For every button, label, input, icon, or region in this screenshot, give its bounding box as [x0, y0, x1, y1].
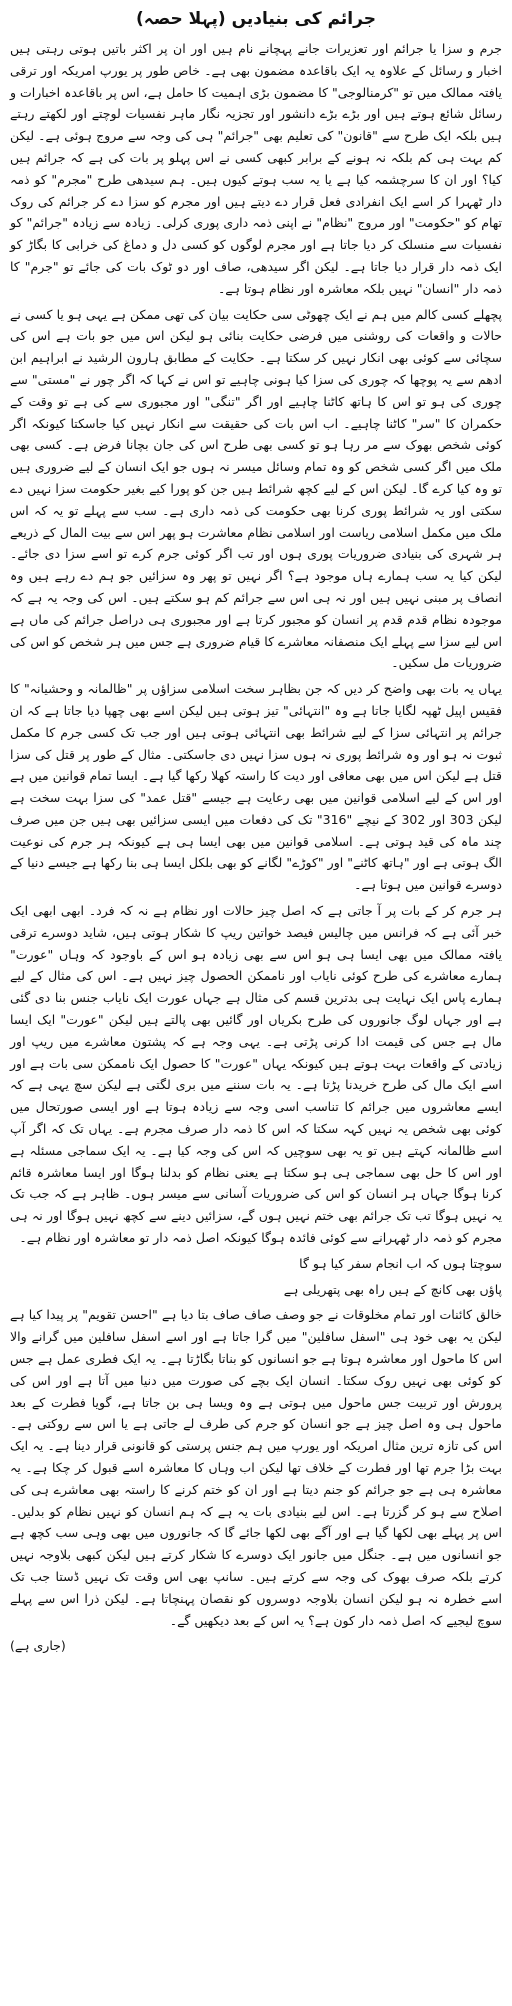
- paragraph: یہاں یہ بات بھی واضح کر دیں کہ جن بظاہر سخت اسلامی سزاؤں پر "ظالمانہ و وحشیانہ" کا فقیس اپیل ٹھپہ لگایا جاتا ہے وہ "انتہائی" تیز ہوتی ہیں لیکن اسے بھی چھپا دیا جاتا ہے کہ ان جرائم پر انتہائی سزا کے لیے شرائط بھی انتہائی ہوتی ہیں اور جب تک کسی جرم کا مکمل ثبوت نہ ہو اور وہ شرائط پوری نہ ہوں سزا نہیں دی جاسکتی۔ مثال کے طور پر قتل کی سزا قتل ہے لیکن اس میں بھی معافی اور دیت کا راستہ کھلا رکھا گیا ہے۔ ایسا تمام قوانین میں ہے اور اس کے لیے اسلامی قوانین میں بھی رعایت ہے جیسے "قتل عمد" کی سزا بہت سخت ہے لیکن 303 اور 302 کے نیچے "316" تک کی دفعات میں ایسی سزائیں بھی ہیں جن میں صرف چند ماہ کی قید ہوتی ہے۔ اسلامی قوانین میں بھی ایسا ہی ہے کیونکہ ہر جرم کی نوعیت الگ ہوتی ہے اور "ہاتھ کاٹنے" اور "کوڑے" لگانے کو بھی بلکل ایسا ہی بنا رکھا ہے جیسے دنیا کے دوسرے قوانین میں ہوتا ہے۔: [10, 681, 502, 893]
- verse-line: پاؤں بھی کانچ کے ہیں راہ بھی پتھریلی ہے: [283, 1281, 502, 1297]
- verse-line: سوچتا ہوں کہ اب انجام سفر کیا ہو گا: [299, 1255, 502, 1271]
- paragraph: ہر جرم کر کے بات پر آ جاتی ہے کہ اصل چیز حالات اور نظام ہے نہ کہ فرد۔ ابھی ابھی ایک خبر آئی ہے کہ فرانس میں چالیس فیصد خواتین ریپ کا شکار ہوتی ہیں، شاید دوسرے ترقی یافتہ ممالک میں بھی ایسا ہی ہو اس سے بھی زیادہ ہو اس کے باوجود کہ وہاں "عورت" ہمارے معاشرے کی طرح کوئی نایاب اور ناممکن الحصول چیز نہیں ہے۔ اس کی مثال کے لیے ہمارے پاس ایک نہایت ہی بدترین قسم کی مثال ہے جہاں عورت ایک نایاب جنس بنا دی گئی ہے اور جہاں لوگ جانوروں کی طرح بکریاں اور گائیں بھی پالتے ہیں لیکن "عورت" ایک ایسا مال ہے جس کی قیمت ادا کرنی پڑتی ہے۔ یہی وجہ ہے کہ پشتون معاشرے میں ریپ اور زیادتی کے واقعات بہت ہوتے ہیں کیونکہ یہاں "عورت" کا حصول ایک ناممکن سی بات ہے اور اسے ایک مال کی طرح خریدنا پڑتا ہے۔ یہ بات سننے میں بری لگتی ہے لیکن سچ یہی ہے کہ ایسے معاشروں میں جرائم کا تناسب اسی وجہ سے زیادہ ہوتا ہے اور ایسی صورتحال میں کوئی بھی شخص یہ نہیں کہہ سکتا کہ اس کا ذمہ دار صرف مجرم ہے۔ یہاں تک کہ اگر آپ اسے ظالمانہ کہتے ہیں تو یہ بھی سوچیں کہ اس کی وجہ کیا ہے۔ یہ ایک سماجی مسئلہ ہے اور اس کا حل بھی سماجی ہی ہو سکتا ہے یعنی نظام کو بدلنا ہوگا اور ایسا معاشرہ قائم کرنا ہوگا جہاں ہر انسان کو اس کی ضروریات آسانی سے میسر ہوں۔ ظاہر ہے کہ جب تک یہ نہیں ہوگا تب تک جرائم بھی ختم نہیں ہوں گے، سزائیں دینے سے کچھ نہیں ہوگا اور نہ ہی مجرم کو ذمہ دار ٹھہرانے سے کوئی فائدہ ہوگا کیونکہ اصل ذمہ دار تو معاشرہ اور نظام ہے۔: [10, 903, 502, 1246]
- article-title: جرائم کی بنیادیں (پہلا حصہ): [136, 9, 376, 29]
- article-body: [10, 38, 502, 1631]
- paragraph: پچھلے کسی کالم میں ہم نے ایک چھوٹی سی حکایت بیان کی تھی ممکن ہے یہی ہو یا کسی نے حالات و واقعات کی روشنی میں فرضی حکایت بنائی ہو لیکن اس میں جو بات ہے اس کی سچائی سے کوئی بھی انکار نہیں کر سکتا ہے۔ حکایت کے مطابق ہارون الرشید نے ابراہیم ابن ادھم سے یہ پوچھا کہ چوری کی سزا کیا ہونی چاہیے تو اس نے کہا کہ اگر چور نے "مستی" سے چوری کی ہو تو اس کا ہاتھ کاٹنا چاہیے اور اگر "تنگی" اور مجبوری سے کی ہے تو وقت کے حکمران کا "سر" کاٹنا چاہیے۔ اب اس بات کی حقیقت سے انکار نہیں کیا جاسکتا کیونکہ اگر کوئی شخص بھوک سے مر رہا ہو تو کسی بھی طرح اس کی جان بچانا فرض ہے۔ کسی بھی ملک میں اگر کسی شخص کو وہ تمام وسائل میسر نہ ہوں جو ایک انسان کے لیے ضروری ہیں تو وہ کیا کرے گا۔ لیکن اس کے لیے کچھ شرائط ہیں جن کو پورا کیے بغیر حکومت سزا نہیں دے سکتی اور یہ شرائط پوری کرنا بھی حکومت کی ذمہ داری ہے۔ سب سے پہلے تو یہ کہ اس ملک میں مکمل اسلامی ریاست اور اسلامی نظام معاشرت ہو پھر اس سے بیت المال کے ذریعے ہر شہری کی بنیادی ضروریات پوری ہوں اور تب اگر کوئی جرم کرے تو اسے سزا دی جائے۔ لیکن کیا یہ سب ہمارے ہاں موجود ہے؟ اگر نہیں تو پھر وہ سزائیں جو ہم دے رہے ہیں وہ انصاف پر مبنی نہیں ہیں اور نہ ہی اس سے جرائم کم ہو سکتے ہیں۔ اس کی وجہ یہ ہے کہ موجودہ نظام قدم قدم پر انسان کو مجبور کرتا ہے اور مجبوری ہی دراصل جرائم کی ماں ہے اس لیے سزا سے پہلے ایک منصفانہ معاشرے کا قیام ضروری ہے جس میں ہر شخص کو اس کی ضروریات مل سکیں۔: [10, 306, 502, 671]
- paragraph: خالق کائنات اور تمام مخلوقات نے جو وصف صاف صاف بتا دیا ہے "احسن تقویم" پر پیدا کیا ہے لیکن یہ بھی خود ہی "اسفل سافلین" میں گرا جاتا ہے اور اسے اسفل سافلین میں گرانے والا اس کا ماحول اور معاشرہ ہوتا ہے جو انسانوں کو بناتا بگاڑتا ہے۔ یہ ایک فطری عمل ہے جس کو کوئی بھی نہیں روک سکتا۔ انسان ایک بچے کی صورت میں دنیا میں آتا ہے اور اس کی پرورش اور تربیت جس ماحول میں ہوتی ہے وہ ویسا ہی بن جاتا ہے، گویا فطرت کے بعد ماحول ہی وہ اصل چیز ہے جو انسان کو جرم کی طرف لے جاتی ہے یا اس سے روکتی ہے۔ اس کی تازہ ترین مثال امریکہ اور یورپ میں ہم جنس پرستی کو قانونی قرار دینا ہے۔ یہ ایک بہت بڑا جرم تھا اور فطرت کے خلاف تھا لیکن اب وہاں کا معاشرہ اسے قبول کر چکا ہے۔ یہ معاشرہ ہی ہے جو جرائم کو جنم دیتا ہے اور ان کو ختم کرنے کا راستہ بھی معاشرے ہی کی اصلاح سے ہو کر گزرتا ہے۔ اس لیے بنیادی بات یہ ہے کہ ہم انسان کو نہیں نظام کو بدلیں۔ اس پر پہلے بھی لکھا گیا ہے اور آگے بھی لکھا جائے گا کہ جانوروں میں بھی وہی سب کچھ ہے جو انسانوں میں ہے۔ جنگل میں جانور ایک دوسرے کا شکار کرتے ہیں لیکن کبھی بلاوجہ نہیں کرتے بلکہ صرف بھوک کی وجہ سے کرتے ہیں۔ سانپ بھی اس وقت تک نہیں ڈستا جب تک اسے خطرہ نہ ہو لیکن انسان بلاوجہ دوسروں کو نقصان پہنچاتا ہے۔ لیکن ذرا اس سے پہلے سوچ لیجیے کہ اصل ذمہ دار کون ہے؟ یہ اس کے بعد دیکھیں گے۔: [10, 1307, 502, 1628]
- paragraph: جرم و سزا یا جرائم اور تعزیرات جانے پہچانے نام ہیں اور ان پر اکثر باتیں ہوتی رہتی ہیں اخبار و رسائل کے علاوہ یہ ایک باقاعدہ مضمون بھی ہے۔ خاص طور پر یورپ امریکہ اور ترقی یافتہ ممالک میں تو "کرمنالوجی" کا مضمون بڑی اہمیت کا حامل ہے، اس پر باقاعدہ اخبارات و رسائل شائع ہوتے ہیں اور بڑے بڑے دانشور اور تجزیہ نگار ماہر نفسیات لوچتے اور لکھتے رہتے ہیں بلکہ ایک طرح سے "قانون" کی تعلیم بھی "جرائم" ہی کی وجہ سے مروج ہوئی ہے۔ لیکن کم بہت ہی کم بلکہ نہ ہونے کے برابر کبھی کسی نے اس پہلو پر بات کی ہے کہ جرائم ہیں کیا؟ اور ان کا سرچشمہ کیا ہے یا یہ سب ہوتے کیوں ہیں۔ ہم سیدھی طرح "مجرم" کو ذمہ دار ٹھہرا کر اسے ایک انفرادی فعل قرار دے دیتے ہیں اور مجرم کو سزا دے کر جرائم کی روک تھام کو "حکومت" اور مروج "نظام" نے اپنی ذمہ داری پوری کرلی۔ زیادہ سے زیادہ "جرائم" کو نفسیات سے منسلک کر دیا جاتا ہے اور مجرم لوگوں کو کسی دل و دماغ کی خرابی کا بگاڑ کو ایک ذمہ دار قرار دیا جاتا ہے۔ لیکن اگر سیدھی، صاف اور دو ٹوک بات کی جائے تو "جرم" کا ذمہ دار "انسان" نہیں بلکہ معاشرہ اور نظام ہوتا ہے۔: [10, 41, 502, 296]
- continued-label: (جاری ہے): [10, 1638, 66, 1654]
